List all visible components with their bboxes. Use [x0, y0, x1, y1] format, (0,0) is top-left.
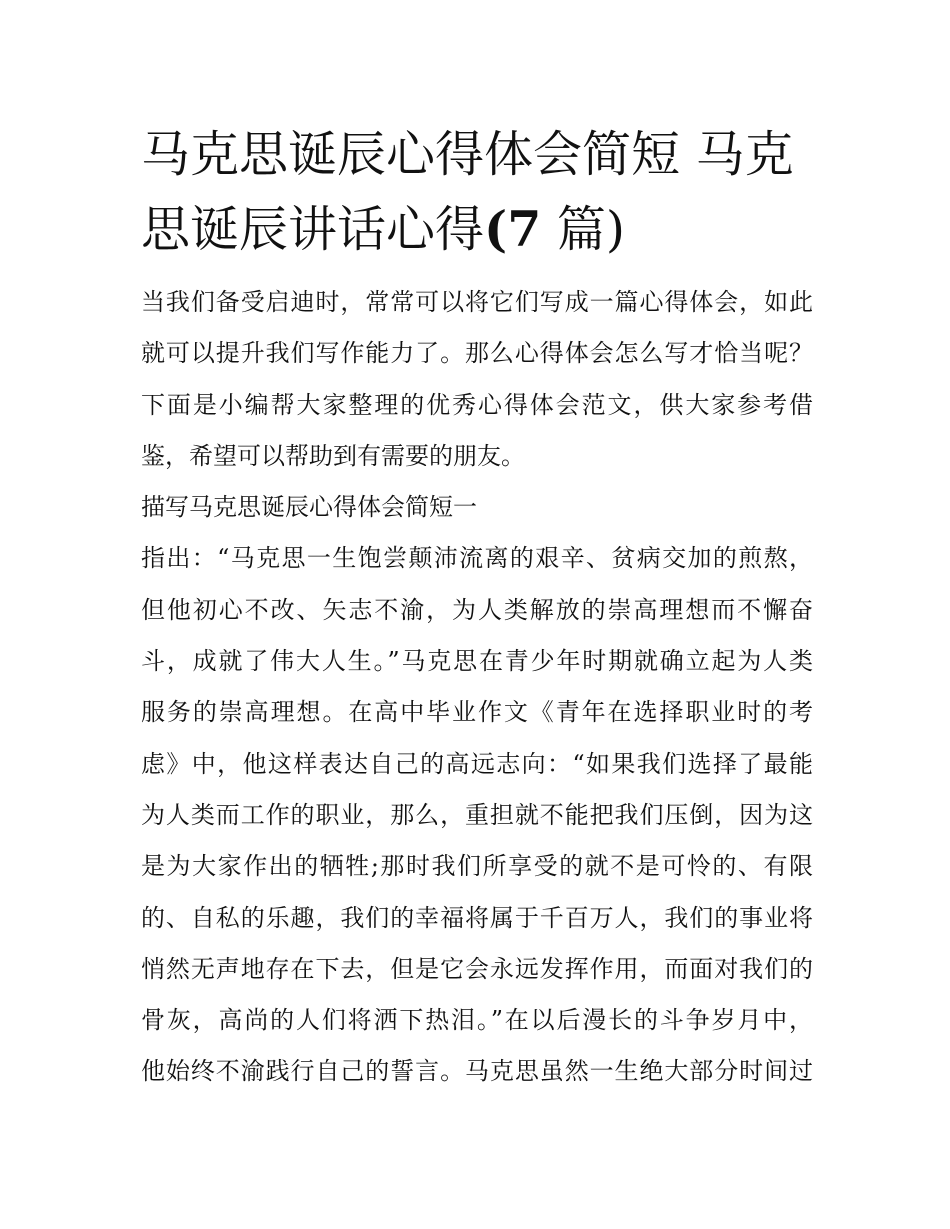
body-line: 但他初心不改、矢志不渝，为人类解放的崇高理想而不懈奋: [141, 595, 813, 624]
body-line: 服务的崇高理想。在高中毕业作文《青年在选择职业时的考: [141, 698, 813, 727]
intro-paragraph: [141, 277, 813, 482]
title-line-1: 马克思诞辰心得体会简短 马克: [141, 126, 794, 183]
section-heading-text: 描写马克思诞辰心得体会简短一: [141, 493, 477, 522]
intro-line: 下面是小编帮大家整理的优秀心得体会范文，供大家参考借: [141, 390, 813, 419]
body-line: 虑》中，他这样表达自己的高远志向：“如果我们选择了最能: [141, 749, 813, 778]
body-line: 的、自私的乐趣，我们的幸福将属于千百万人，我们的事业将: [141, 903, 813, 932]
title-line-2: [141, 192, 821, 267]
body-paragraph: [141, 533, 813, 1097]
body-line: 指出：“马克思一生饱尝颠沛流离的艰辛、贫病交加的煎熬，: [141, 544, 813, 573]
intro-line: 就可以提升我们写作能力了。那么心得体会怎么写才恰当呢？: [141, 339, 813, 368]
body-line: 他始终不渝践行自己的誓言。马克思虽然一生绝大部分时间过: [141, 1057, 813, 1086]
body-line: 悄然无声地存在下去，但是它会永远发挥作用，而面对我们的: [141, 954, 813, 983]
section-heading: [141, 482, 813, 533]
title-line-2-suffix: 篇): [541, 201, 625, 258]
body-line: 骨灰，高尚的人们将洒下热泪。”在以后漫长的斗争岁月中，: [141, 1006, 813, 1035]
document-body: [141, 277, 813, 1098]
body-line: 斗，成就了伟大人生。”马克思在青少年时期就确立起为人类: [141, 647, 813, 676]
body-line: 是为大家作出的牺牲;那时我们所享受的就不是可怜的、有限: [141, 852, 813, 881]
intro-line: 当我们备受启迪时，常常可以将它们写成一篇心得体会，如此: [141, 288, 813, 316]
document-title: [141, 117, 821, 267]
intro-line: 鉴，希望可以帮助到有需要的朋友。: [141, 441, 525, 470]
title-line-2-text: 思诞辰讲话心得: [141, 201, 485, 258]
body-line: 为人类而工作的职业，那么，重担就不能把我们压倒，因为这: [141, 800, 813, 829]
title-count: (7: [484, 200, 542, 258]
